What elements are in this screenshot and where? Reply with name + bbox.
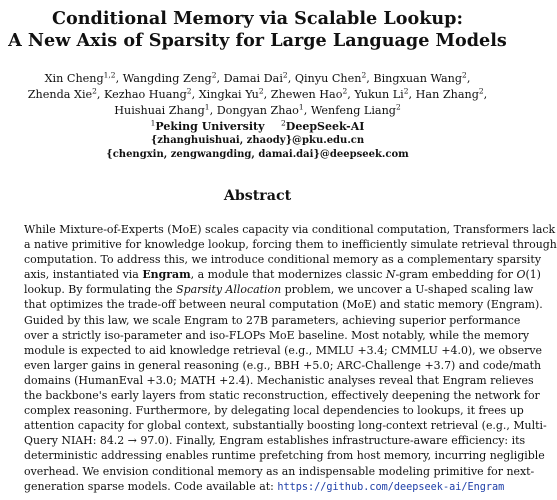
code-link[interactable]: https://github.com/deepseek-ai/Engram xyxy=(277,481,505,493)
author-line: Huishuai Zhang$^1$, Dongyan Zhao$^1$, Wenfeng Liang$^2$ xyxy=(114,102,401,117)
author-line: Zhenda Xie$^2$, Kezhao Huang$^2$, Xingkai Yu$^2$, Zhewen Hao$^2$, Yukun Li$^2$, Han Zhang$^2$, xyxy=(27,86,488,101)
abstract-line: computation. To address this, we introduce conditional memory as a complementary sparsity xyxy=(24,253,541,267)
author-name: Damai Dai$^2$ xyxy=(223,70,288,85)
author-affiliation-mark: 2 xyxy=(211,70,217,80)
email-line-1: {zhanghuishuai, zhaody}@pku.edu.cn xyxy=(150,135,365,146)
author-affiliation-mark: 2 xyxy=(258,86,264,96)
author-affiliation-mark: 2 xyxy=(186,86,192,96)
abstract-line: module is expected to aid knowledge retrieval (e.g., MMLU +3.4; CMMLU +4.0), we observe xyxy=(24,343,542,357)
author-affiliation-mark: 2 xyxy=(361,70,367,80)
abstract-line: deterministic addressing enables runtime prefetching from host memory, incurring negligible xyxy=(24,449,545,463)
author-name: Qinyu Chen$^2$ xyxy=(294,70,367,85)
author-list xyxy=(0,71,515,119)
affiliation-number: 2 xyxy=(281,118,286,128)
abstract-line: While Mixture-of-Experts (MoE) scales capacity via conditional computation, Transformers lack xyxy=(24,223,556,236)
author-affiliation-mark: 2 xyxy=(282,70,288,80)
abstract-line: overhead. We envision conditional memory as an indispensable modeling primitive for next- xyxy=(24,464,535,478)
author-name: Xingkai Yu$^2$ xyxy=(198,86,264,101)
author-affiliation-mark: 2 xyxy=(395,102,401,112)
author-affiliation-mark: 2 xyxy=(478,86,484,96)
author-name: Huishuai Zhang$^1$ xyxy=(114,102,210,117)
abstract-line: a native primitive for knowledge lookup, forcing them to inefficiently simulate retrieval through xyxy=(24,238,557,252)
abstract-body xyxy=(24,222,557,495)
author-affiliation-mark: 1,2 xyxy=(103,70,116,80)
title-line-2: A New Axis of Sparsity for Large Language Models xyxy=(8,30,507,51)
title-line-1: Conditional Memory via Scalable Lookup: xyxy=(52,8,463,29)
author-name: Kezhao Huang$^2$ xyxy=(104,86,192,101)
author-name: Bingxuan Wang$^2$ xyxy=(373,70,467,85)
abstract-heading: Abstract xyxy=(223,188,292,204)
abstract-line: lookup. By formulating the Sparsity Allocation problem, we uncover a U-shaped scaling law xyxy=(24,283,534,297)
abstract-line: attention capacity for global context, substantially boosting long-context retrieval (e.g., Multi- xyxy=(24,419,547,433)
email-block xyxy=(0,134,515,162)
abstract-line: the backbone's early layers from static reconstruction, effectively deepening the network for xyxy=(24,389,540,403)
author-name: Dongyan Zhao$^1$ xyxy=(216,102,304,117)
affiliation-name: DeepSeek-AI xyxy=(285,120,365,133)
author-name: Han Zhang$^2$ xyxy=(415,86,484,101)
affiliations xyxy=(0,119,515,134)
author-affiliation-mark: 1 xyxy=(204,102,210,112)
abstract-line: over a strictly iso-parameter and iso-FLOPs MoE baseline. Most notably, while the memory xyxy=(24,328,530,342)
affiliation-name: Peking University xyxy=(155,120,265,133)
author-name: Wangding Zeng$^2$ xyxy=(122,70,217,85)
author-name: Zhenda Xie$^2$ xyxy=(27,86,97,101)
paper-title xyxy=(0,0,515,52)
abstract-line: even larger gains in general reasoning (e.g., BBH +5.0; ARC-Challenge +3.7) and code/math xyxy=(24,358,542,372)
author-name: Xin Cheng$^{1,2}$ xyxy=(44,70,116,85)
abstract-line: Query NIAH: 84.2 → 97.0). Finally, Engram establishes infrastructure-aware efficiency: its xyxy=(24,434,526,448)
abstract-line: generation sparse models. Code available at: https://github.com/deepseek-ai/Engram xyxy=(24,479,505,493)
author-affiliation-mark: 1 xyxy=(298,102,304,112)
abstract-line: complex reasoning. Furthermore, by delegating local dependencies to lookups, it frees up xyxy=(24,404,524,418)
abstract-line: that optimizes the trade-off between neural computation (MoE) and static memory (Engram). xyxy=(24,298,543,312)
author-line: Xin Cheng$^{1,2}$, Wangding Zeng$^2$, Damai Dai$^2$, Qinyu Chen$^2$, Bingxuan Wang$^2$, xyxy=(44,70,471,85)
author-affiliation-mark: 2 xyxy=(342,86,348,96)
author-affiliation-mark: 2 xyxy=(92,86,97,96)
abstract-line: axis, instantiated via Engram, a module that modernizes classic N-gram embedding for O(1) xyxy=(24,268,541,282)
abstract-line: Guided by this law, we scale Engram to 27B parameters, achieving superior performance xyxy=(24,313,521,327)
author-name: Zhewen Hao$^2$ xyxy=(270,86,348,101)
abstract-line: domains (HumanEval +3.0; MATH +2.4). Mechanistic analyses reveal that Engram relieves xyxy=(24,373,534,387)
affiliation-number: 1 xyxy=(150,118,156,128)
author-affiliation-mark: 2 xyxy=(462,70,467,80)
author-name: Wenfeng Liang$^2$ xyxy=(310,102,401,117)
email-line-2: {chengxin, zengwangding, damai.dai}@deepseek.com xyxy=(106,149,409,160)
author-affiliation-mark: 2 xyxy=(403,86,409,96)
author-name: Yukun Li$^2$ xyxy=(354,86,409,101)
